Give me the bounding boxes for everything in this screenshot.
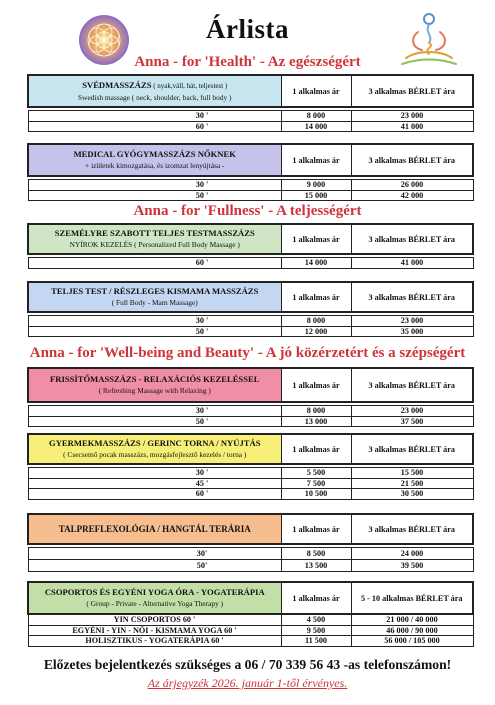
- service-title: SVÉDMASSZÁZS: [82, 79, 152, 90]
- duration-cell: 60 ': [28, 489, 281, 500]
- table-row: [28, 180, 473, 191]
- pass-price-header: 3 alkalmas BÉRLET ára: [351, 144, 473, 176]
- pass-price-cell: 35 000: [351, 326, 473, 337]
- single-price-cell: 9 500: [281, 625, 351, 636]
- service-title-cell: [28, 224, 281, 254]
- table-row: [28, 489, 473, 500]
- service-title-cell: [28, 514, 281, 544]
- pass-price-header: 3 alkalmas BÉRLET ára: [351, 224, 473, 254]
- single-price-cell: 15 000: [281, 190, 351, 201]
- service-title-cell: [28, 582, 281, 614]
- service-subtitle: ( Full Body - Mam Massage): [111, 298, 198, 307]
- price-table-yoga: [27, 581, 474, 647]
- single-price-header: 1 alkalmas ár: [281, 582, 351, 614]
- validity-note: Az árjegyzék 2026. január 1-től érvényes.: [147, 676, 348, 690]
- pass-price-cell: 30 500: [351, 489, 473, 500]
- duration-cell: 30 ': [28, 406, 281, 417]
- table-row: [28, 636, 473, 647]
- price-table-personalized: [27, 223, 474, 269]
- single-price-cell: 8 000: [281, 111, 351, 122]
- service-title-cell: [28, 282, 281, 312]
- page-title: Árlista: [206, 14, 289, 44]
- price-table-refreshing: [27, 367, 474, 427]
- service-title: FRISSÍTŐMASSZÁZS - RELAXÁCIÓS KEZELÉSSEL: [50, 374, 260, 384]
- pass-price-header: 3 alkalmas BÉRLET ára: [351, 434, 473, 464]
- class-cell: EGYÉNI - YIN - NŐI - KISMAMA YOGA 60 ': [28, 625, 281, 636]
- class-cell: HOLISZTIKUS - YOGATERÁPIA 60 ': [28, 636, 281, 647]
- single-price-header: 1 alkalmas ár: [281, 282, 351, 312]
- single-price-cell: 12 000: [281, 326, 351, 337]
- single-price-cell: 8 000: [281, 316, 351, 327]
- single-price-header: 1 alkalmas ár: [281, 224, 351, 254]
- service-subtitle: ( Group - Private - Alternative Yoga Therapy ): [86, 599, 224, 608]
- pass-price-header: 5 - 10 alkalmas BÉRLET ára: [351, 582, 473, 614]
- table-row: [28, 258, 473, 269]
- single-price-cell: 13 500: [281, 560, 351, 572]
- single-price-cell: 8 500: [281, 548, 351, 560]
- single-price-cell: 4 500: [281, 614, 351, 625]
- single-price-header: 1 alkalmas ár: [281, 144, 351, 176]
- pass-price-cell: 56 000 / 105 000: [351, 636, 473, 647]
- pass-price-header: 3 alkalmas BÉRLET ára: [351, 282, 473, 312]
- service-title-cell: [28, 368, 281, 402]
- pass-price-header: 3 alkalmas BÉRLET ára: [351, 514, 473, 544]
- single-price-cell: 10 500: [281, 489, 351, 500]
- single-price-cell: 5 500: [281, 468, 351, 479]
- table-row: [28, 316, 473, 327]
- service-title: TELJES TEST / RÉSZLEGES KISMAMA MASSZÁZS: [51, 286, 259, 296]
- service-subtitle: ( Refreshing Massage with Relaxing ): [98, 386, 211, 395]
- pass-price-cell: 21 000 / 40 000: [351, 614, 473, 625]
- service-title: TALPREFLEXOLÓGIA / HANGTÁL TERÁRIA: [58, 523, 251, 534]
- duration-cell: 45 ': [28, 478, 281, 489]
- service-subtitle: + izületek kimozgatása, és izomzat lenyújtása -: [85, 161, 225, 170]
- pass-price-cell: 23 000: [351, 406, 473, 417]
- duration-cell: 30 ': [28, 180, 281, 191]
- pass-price-cell: 37 500: [351, 416, 473, 427]
- pass-price-cell: 39 500: [351, 560, 473, 572]
- pass-price-cell: 26 000: [351, 180, 473, 191]
- single-price-cell: 8 000: [281, 406, 351, 417]
- service-title: CSOPORTOS ÉS EGYÉNI YOGA ÓRA - YOGATERÁPIA: [44, 587, 265, 597]
- single-price-header: 1 alkalmas ár: [281, 514, 351, 544]
- duration-cell: 60 ': [28, 121, 281, 132]
- service-title: MEDICAL GYÓGYMASSZÁZS NŐKNEK: [73, 149, 236, 159]
- service-title-cell: [28, 144, 281, 176]
- duration-cell: 50 ': [28, 326, 281, 337]
- price-table-reflexology: [27, 513, 474, 572]
- price-table-swedish: [27, 74, 474, 132]
- single-price-cell: 14 000: [281, 121, 351, 132]
- table-row: [28, 625, 473, 636]
- duration-cell: 50 ': [28, 416, 281, 427]
- single-price-header: 1 alkalmas ár: [281, 75, 351, 107]
- table-row: [28, 478, 473, 489]
- table-row: [28, 416, 473, 427]
- single-price-cell: 13 000: [281, 416, 351, 427]
- pass-price-cell: 15 500: [351, 468, 473, 479]
- pass-price-cell: 24 000: [351, 548, 473, 560]
- table-row: [28, 560, 473, 572]
- pass-price-cell: 21 500: [351, 478, 473, 489]
- class-cell: YIN CSOPORTOS 60 ': [28, 614, 281, 625]
- single-price-cell: 14 000: [281, 258, 351, 269]
- pass-price-cell: 41 000: [351, 121, 473, 132]
- table-row: [28, 111, 473, 122]
- booking-note: Előzetes bejelentkezés szükséges a 06 / 70 339 56 43 -as telefonszámon!: [43, 657, 452, 672]
- pass-price-cell: 46 000 / 90 000: [351, 625, 473, 636]
- table-row: [28, 468, 473, 479]
- service-title: GYERMEKMASSZÁZS / GERINC TORNA / NYÚJTÁS: [49, 438, 261, 448]
- pass-price-cell: 23 000: [351, 316, 473, 327]
- service-subtitle: Swedish massage ( neck, shoulder, back, full body ): [78, 92, 232, 102]
- price-table-children: [27, 433, 474, 500]
- table-row: [28, 121, 473, 132]
- table-row: [28, 326, 473, 337]
- service-title-extra: ( nyak,váll, hát, teljestest ): [151, 81, 228, 90]
- duration-cell: 30': [28, 548, 281, 560]
- single-price-cell: 9 000: [281, 180, 351, 191]
- table-row: [28, 548, 473, 560]
- service-title: SZEMÉLYRE SZABOTT TELJES TESTMASSZÁZS: [54, 228, 255, 238]
- price-table-maternity: [27, 281, 474, 337]
- duration-cell: 30 ': [28, 468, 281, 479]
- pass-price-header: 3 alkalmas BÉRLET ára: [351, 75, 473, 107]
- service-title-cell: [28, 75, 281, 107]
- price-table-medical: [27, 143, 474, 201]
- duration-cell: 30 ': [28, 111, 281, 122]
- single-price-header: 1 alkalmas ár: [281, 368, 351, 402]
- single-price-header: 1 alkalmas ár: [281, 434, 351, 464]
- pass-price-header: 3 alkalmas BÉRLET ára: [351, 368, 473, 402]
- section-heading-fullness: Anna - for 'Fullness' - A teljességért: [133, 203, 362, 219]
- service-title-cell: [28, 434, 281, 464]
- pass-price-cell: 42 000: [351, 190, 473, 201]
- duration-cell: 50 ': [28, 190, 281, 201]
- table-row: [28, 406, 473, 417]
- pass-price-cell: 41 000: [351, 258, 473, 269]
- single-price-cell: 11 500: [281, 636, 351, 647]
- table-row: [28, 190, 473, 201]
- duration-cell: 60 ': [28, 258, 281, 269]
- section-heading-wellbeing: Anna - for 'Well-being and Beauty' - A jó közérzetért és a szépségért: [29, 345, 466, 361]
- table-row: [28, 614, 473, 625]
- service-subtitle: NYÍROK KEZELÉS ( Personalized Full Body Massage ): [69, 240, 240, 249]
- service-subtitle: ( Csecsemő pocak masszázs, mozgásfejlesztő kezelés / torna ): [63, 450, 247, 459]
- single-price-cell: 7 500: [281, 478, 351, 489]
- pass-price-cell: 23 000: [351, 111, 473, 122]
- section-heading-health: Anna - for 'Health' - Az egészségért: [134, 54, 361, 70]
- duration-cell: 30 ': [28, 316, 281, 327]
- duration-cell: 50': [28, 560, 281, 572]
